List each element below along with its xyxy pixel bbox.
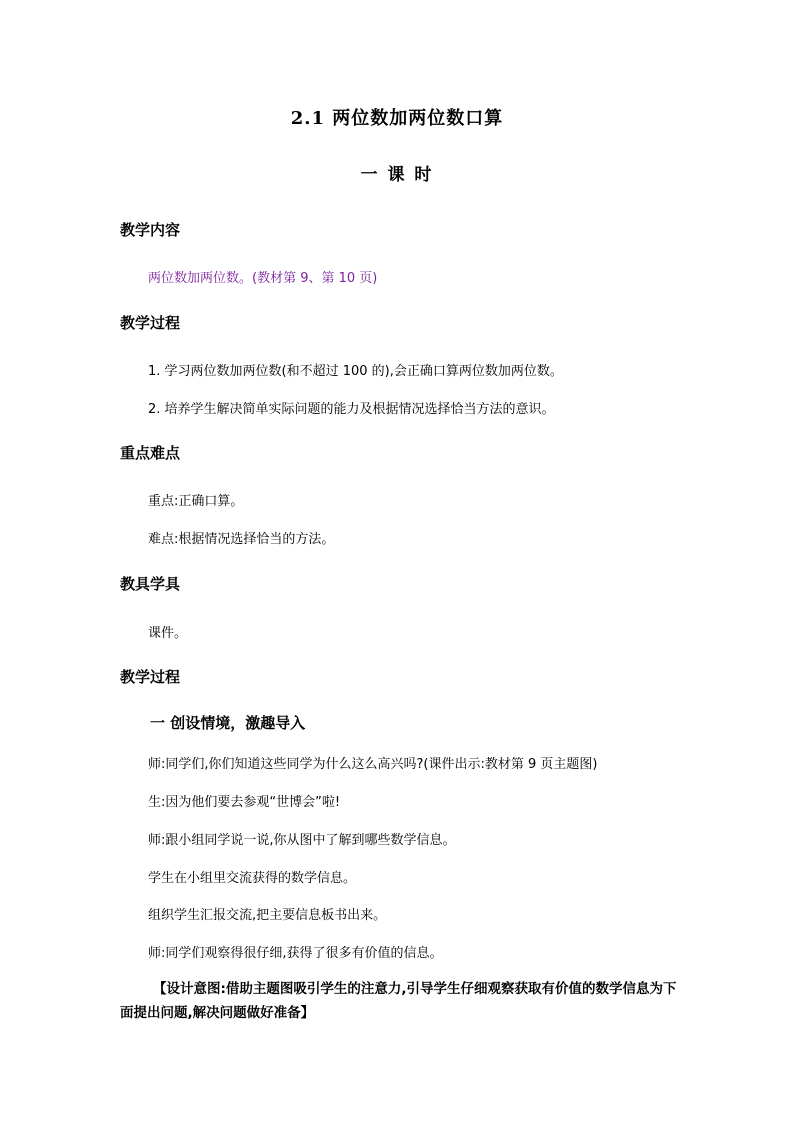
lesson-title: 2.1 两位数加两位数口算 [290,108,504,129]
goal-2: 2. 培养学生解决简单实际问题的能力及根据情况选择恰当方法的意识。 [148,402,555,417]
content-text: 两位数加两位数。(教材第 9、第 10 页) [148,271,378,286]
dialogue-line: 学生在小组里交流获得的数学信息。 [148,871,357,886]
section-heading-process-2: 教学过程 [120,668,181,686]
dialogue-line: 师:同学们观察得很仔细,获得了很多有价值的信息。 [148,946,443,961]
dialogue-line: 师:同学们,你们知道这些同学为什么这么高兴吗?(课件出示:教材第 9 页主题图) [148,757,598,772]
dialogue-line: 师:跟小组同学说一说,你从图中了解到哪些数学信息。 [148,833,456,848]
difficulty-text: 难点:根据情况选择恰当的方法。 [148,532,335,547]
section-heading-keypoints: 重点难点 [120,444,181,462]
keypoint-text: 重点:正确口算。 [148,494,244,509]
dialogue-line: 生:因为他们要去参观“世博会”啦! [148,795,341,810]
lesson-subtitle: 一 课 时 [360,165,434,185]
section-heading-tools: 教具学具 [120,575,181,593]
goal-1: 1. 学习两位数加两位数(和不超过 100 的),会正确口算两位数加两位数。 [148,364,563,379]
section-heading-process: 教学过程 [120,314,181,332]
dialogue-line: 组织学生汇报交流,把主要信息板书出来。 [148,908,387,923]
tools-text: 课件。 [148,626,188,641]
section-heading-content: 教学内容 [120,221,181,239]
design-intent-note: 【设计意图:借助主题图吸引学生的注意力,引导学生仔细观察获取有价值的数学信息为下面提出问题,解决问题做好准备】 [120,981,677,1021]
step-1-heading: 一 创设情境，激趣导入 [150,714,306,732]
